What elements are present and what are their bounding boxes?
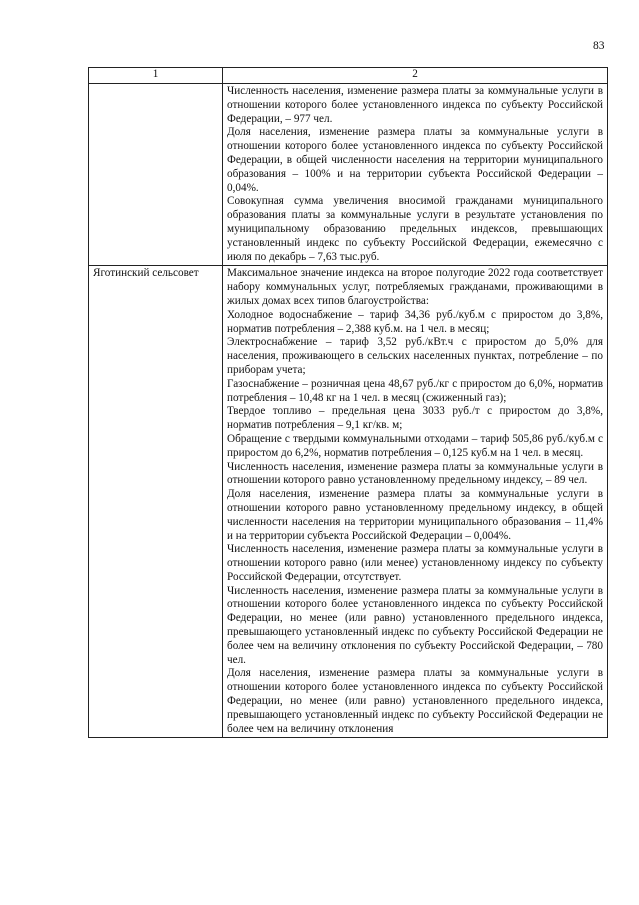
paragraph: Численность населения, изменение размера платы за коммунальные услуги в отношении которого более установленного индекса по субъекту Российской Федерации, но менее (или равно) установленного предельного индекса, превышающего установленный индекс по субъекту Российской Федерации не более чем на величину отклонения по субъекту Российской Федерации, – 780 чел. xyxy=(227,584,603,666)
paragraph: Численность населения, изменение размера платы за коммунальные услуги в отношении которого равно установленному предельному индексу, – 89 чел. xyxy=(227,460,603,487)
table-header-row xyxy=(89,68,608,84)
page-number: 83 xyxy=(593,40,605,52)
paragraph: Доля населения, изменение размера платы за коммунальные услуги в отношении которого равно установленному предельному индексу, в общей численности населения на территории муниципального образования – 11,4% и на территории субъекта Российской Федерации – 0,004%. xyxy=(227,488,603,542)
paragraph: Совокупная сумма увеличения вносимой гражданами муниципального образования платы за коммунальные услуги в результате установления по муниципальному образованию предельных индексов, превышающих установленный индекс по субъекту Российской Федерации, ежемесячно с июля по декабрь – 7,63 тыс.руб. xyxy=(227,195,603,263)
column-header-1: 1 xyxy=(89,68,223,84)
paragraph: Обращение с твердыми коммунальными отходами – тариф 505,86 руб./куб.м с приростом до 6,2%, норматив потребления – 0,125 куб.м на 1 чел. в месяц. xyxy=(227,432,603,459)
column-header-2: 2 xyxy=(223,68,608,84)
table-row xyxy=(89,266,608,738)
paragraph: Численность населения, изменение размера платы за коммунальные услуги в отношении которого равно (или менее) установленному индексу по субъекту Российской Федерации, отсутствует. xyxy=(227,543,603,583)
municipality-name-cell xyxy=(89,84,223,266)
paragraph: Численность населения, изменение размера платы за коммунальные услуги в отношении которого более установленного индекса по субъекту Российской Федерации, – 977 чел. xyxy=(227,85,603,125)
data-table xyxy=(88,67,608,738)
paragraph: Холодное водоснабжение – тариф 34,36 руб./куб.м с приростом до 3,8%, норматив потребления – 2,388 куб.м. на 1 чел. в месяц; xyxy=(227,308,603,335)
paragraph: Твердое топливо – предельная цена 3033 руб./т с приростом до 3,8%, норматив потребления – 9,1 кг/кв. м; xyxy=(227,405,603,432)
description-cell xyxy=(223,266,608,738)
paragraph: Доля населения, изменение размера платы за коммунальные услуги в отношении которого более установленного индекса по субъекту Российской Федерации, в общей численности населения на территории муниципального образования – 100% и на территории субъекта Российской Федерации – 0,04%. xyxy=(227,126,603,194)
description-cell xyxy=(223,84,608,266)
paragraph: Доля населения, изменение размера платы за коммунальные услуги в отношении которого более установленного индекса по субъекту Российской Федерации, но менее (или равно) установленного предельного индекса, превышающего установленный индекс по субъекту Российской Федерации не более чем на величину отклонения xyxy=(227,667,603,735)
paragraph: Максимальное значение индекса на второе полугодие 2022 года соответствует набору коммунальных услуг, потребляемых гражданами, проживающими в жилых домах всех типов благоустройства: xyxy=(227,267,603,307)
municipality-name-cell: Яготинский сельсовет xyxy=(89,266,223,738)
paragraph: Газоснабжение – розничная цена 48,67 руб./кг с приростом до 6,0%, норматив потребления – 10,48 кг на 1 чел. в месяц (сжиженный газ); xyxy=(227,377,603,404)
paragraph: Электроснабжение – тариф 3,52 руб./кВт.ч с приростом до 5,0% для населения, проживающего в сельских населенных пунктах, потребление – по приборам учета; xyxy=(227,336,603,376)
table-row xyxy=(89,84,608,266)
